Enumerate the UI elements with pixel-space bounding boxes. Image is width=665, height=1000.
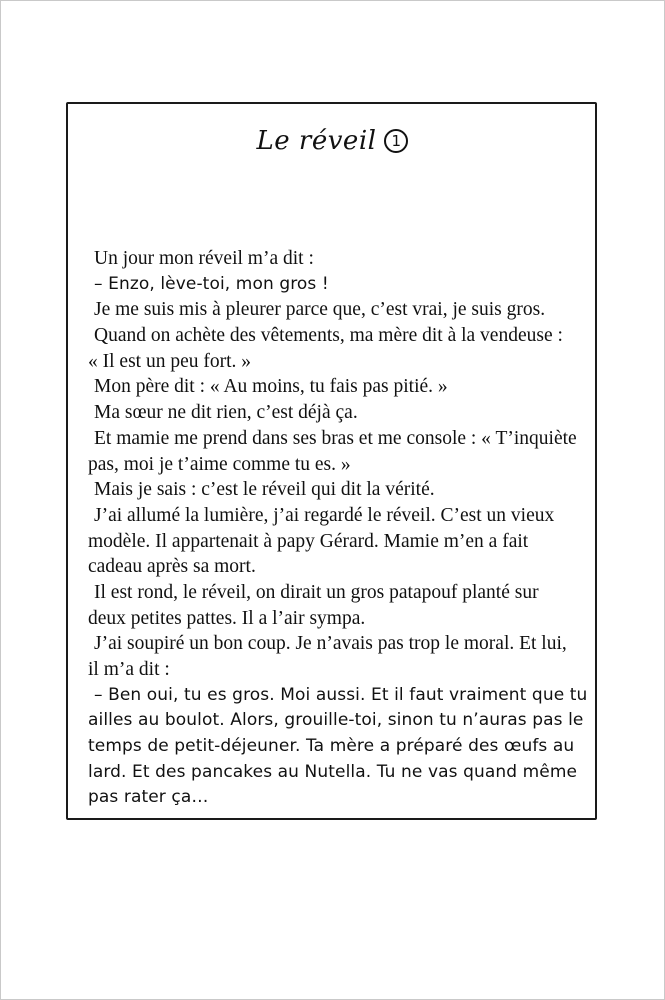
text-line: Un jour mon réveil m’a dit : [94, 248, 314, 269]
chapter-number-badge: 1 [384, 129, 408, 153]
text-line: J’ai allumé la lumière, j’ai regardé le réveil. C’est un vieux [94, 504, 555, 526]
dialogue-line: temps de petit-déjeuner. Ta mère a préparé des œufs au [88, 736, 575, 757]
dialogue-line: ailles au boulot. Alors, grouille-toi, sinon tu n’auras pas le [88, 710, 584, 731]
text-line: Ma sœur ne dit rien, c’est déjà ça. [94, 402, 358, 424]
text-line: Quand on achète des vêtements, ma mère dit à la vendeuse : [94, 325, 563, 347]
text-line: modèle. Il appartenait à papy Gérard. Mamie m’en a fait [88, 530, 529, 552]
dialogue-line: lard. Et des pancakes au Nutella. Tu ne vas quand même [88, 761, 578, 782]
title-text: Le réveil [256, 126, 377, 156]
dialogue-line: – Ben oui, tu es gros. Moi aussi. Et il faut vraiment que tu [94, 684, 588, 705]
text-line: pas, moi je t’aime comme tu es. » [88, 453, 351, 475]
text-line: Mais je sais : c’est le réveil qui dit la vérité. [94, 479, 435, 501]
text-line: deux petites pattes. Il a l’air sympa. [88, 607, 366, 629]
text-line: Je me suis mis à pleurer parce que, c’est vrai, je suis gros. [94, 299, 546, 321]
text-line: Mon père dit : « Au moins, tu fais pas pitié. » [94, 376, 448, 398]
chapter-title [0, 125, 665, 156]
dialogue-line: pas rater ça… [88, 787, 209, 808]
dialogue-line: – Enzo, lève-toi, mon gros ! [94, 273, 329, 294]
text-line: Il est rond, le réveil, on dirait un gros patapouf planté sur [94, 581, 539, 603]
text-line: il m’a dit : [88, 659, 170, 680]
text-line: cadeau après sa mort. [88, 556, 256, 578]
story-text [88, 246, 588, 811]
text-line: « Il est un peu fort. » [88, 350, 252, 372]
text-line: J’ai soupiré un bon coup. Je n’avais pas trop le moral. Et lui, [94, 633, 567, 655]
text-line: Et mamie me prend dans ses bras et me console : « T’inquiète [94, 427, 577, 449]
